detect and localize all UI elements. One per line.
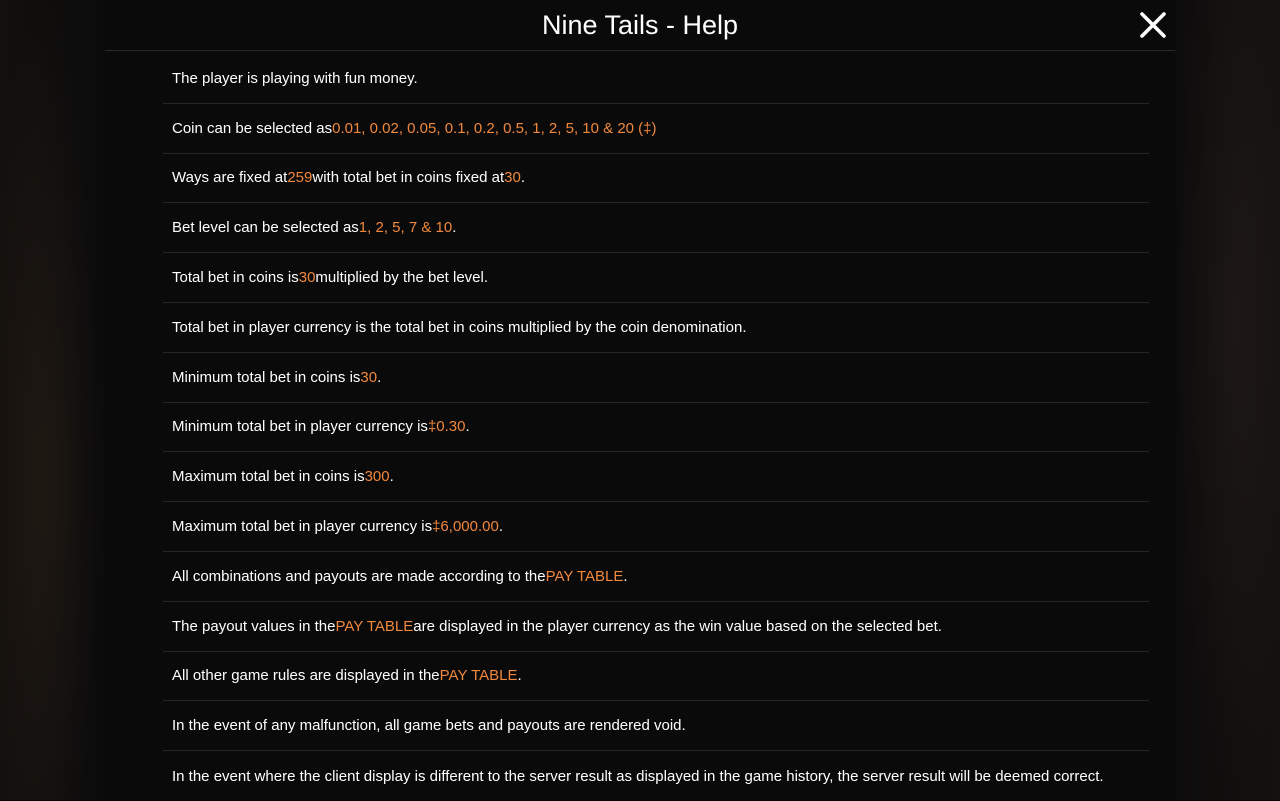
rule-row xyxy=(163,751,1149,801)
rule-row xyxy=(163,652,1149,702)
rule-row xyxy=(163,154,1149,204)
rule-text: Coin can be selected as xyxy=(172,119,333,137)
rule-text: . xyxy=(377,368,382,386)
rule-text: Total bet in coins is xyxy=(172,269,299,287)
help-panel xyxy=(105,0,1175,800)
rule-row xyxy=(163,552,1149,602)
rule-highlight-text: 30 xyxy=(360,368,378,386)
rule-row xyxy=(163,403,1149,453)
rule-text: All combinations and payouts are made according to the xyxy=(172,567,546,585)
rule-highlight-text: PAY TABLE xyxy=(335,617,414,635)
rule-highlight-text: ‡0.30 xyxy=(427,418,466,436)
rule-row xyxy=(163,54,1149,104)
rule-highlight-text: ‡6,000.00 xyxy=(432,518,499,536)
rule-text: Bet level can be selected as xyxy=(172,219,359,237)
page-title: Nine Tails - Help xyxy=(541,10,739,40)
rule-text: The payout values in the xyxy=(172,617,336,635)
rule-text: Maximum total bet in coins is xyxy=(172,468,365,486)
rule-text: All other game rules are displayed in the xyxy=(172,667,440,685)
rule-text: . xyxy=(465,418,470,436)
rule-row xyxy=(163,104,1149,154)
rule-row xyxy=(163,701,1149,751)
rule-highlight-text: 0.01, 0.02, 0.05, 0.1, 0.2, 0.5, 1, 2, 5, 10 & 20 (‡) xyxy=(332,119,657,137)
rule-text: . xyxy=(623,567,628,585)
background-shade-left xyxy=(0,0,105,800)
rule-text: . xyxy=(517,667,522,685)
rule-highlight-text: 1, 2, 5, 7 & 10 xyxy=(358,219,453,237)
rule-text: with total bet in coins fixed at xyxy=(312,169,505,187)
rule-highlight-text: PAY TABLE xyxy=(545,567,624,585)
rule-highlight-text: 30 xyxy=(504,169,521,187)
rule-text: Minimum total bet in coins is xyxy=(172,368,361,386)
rule-highlight-text: 30 xyxy=(298,269,316,287)
rule-text: multiplied by the bet level. xyxy=(315,269,489,287)
rule-row xyxy=(163,452,1149,502)
rule-text: are displayed in the player currency as the win value based on the selected bet. xyxy=(413,617,942,635)
rules-list xyxy=(163,54,1149,801)
rule-text: In the event where the client display is different to the server result as displayed in the game history, the server result will be deemed correct. xyxy=(172,767,1104,785)
close-button[interactable] xyxy=(1137,9,1169,41)
rule-row xyxy=(163,353,1149,403)
rule-text: The player is playing with fun money. xyxy=(172,69,418,87)
rule-row xyxy=(163,602,1149,652)
rule-row xyxy=(163,303,1149,353)
rule-text: In the event of any malfunction, all game bets and payouts are rendered void. xyxy=(172,717,686,735)
rule-text: Ways are fixed at xyxy=(172,169,288,187)
rule-row xyxy=(163,203,1149,253)
rule-highlight-text: PAY TABLE xyxy=(439,667,518,685)
rule-row xyxy=(163,502,1149,552)
help-header xyxy=(105,0,1175,51)
rule-text: . xyxy=(452,219,457,237)
background-shade-right xyxy=(1175,0,1280,800)
rule-text: . xyxy=(498,518,503,536)
rule-highlight-text: 259 xyxy=(287,169,313,187)
rule-highlight-text: 300 xyxy=(364,468,390,486)
close-icon xyxy=(1137,9,1169,41)
rule-text: . xyxy=(389,468,394,486)
rule-row xyxy=(163,253,1149,303)
rule-text: Total bet in player currency is the total bet in coins multiplied by the coin denomination. xyxy=(172,318,747,336)
rule-text: Maximum total bet in player currency is xyxy=(172,518,433,536)
rule-text: . xyxy=(520,169,525,187)
rule-text: Minimum total bet in player currency is xyxy=(172,418,428,436)
